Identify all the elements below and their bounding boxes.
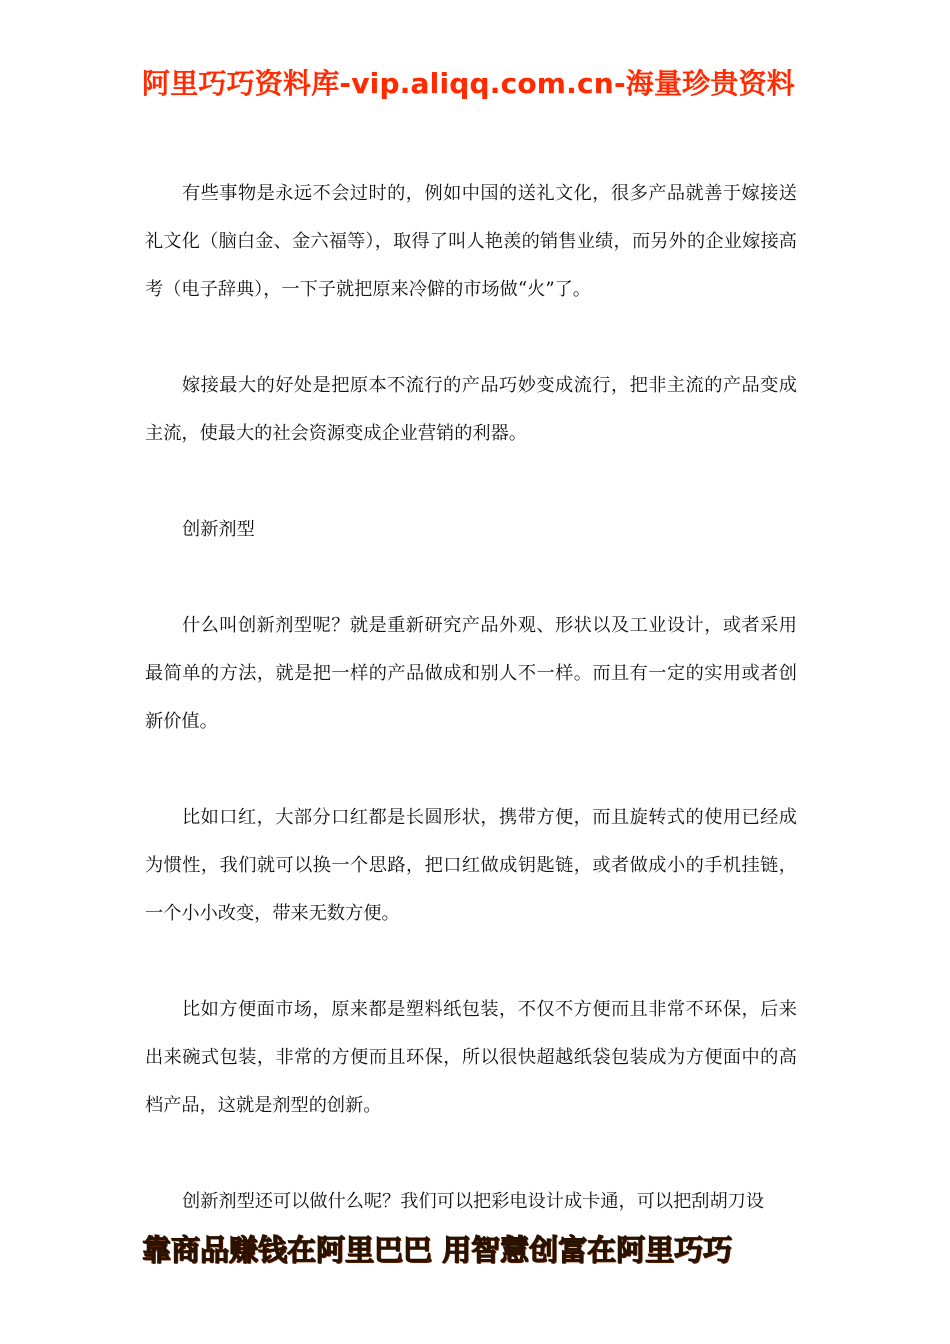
paragraph-instant-noodle-example: 比如方便面市场，原来都是塑料纸包装，不仅不方便而且非常不环保，后来出来碗式包装，非常的方便而且环保，所以很快超越纸袋包装成为方便面中的高档产品，这就是剂型的创新。 — [145, 999, 797, 1116]
header-banner: 阿里巧巧资料库-vip.aliqq.com.cn-海量珍贵资料 — [142, 67, 795, 100]
paragraph-lipstick-example: 比如口红，大部分口红都是长圆形状，携带方便，而且旋转式的使用已经成为惯性，我们就可以换一个思路，把口红做成钥匙链，或者做成小的手机挂链，一个小小改变，带来无数方便。 — [145, 807, 797, 924]
section-heading-innovative-form: 创新剂型 — [182, 519, 255, 540]
paragraph-gift-culture: 有些事物是永远不会过时的，例如中国的送礼文化，很多产品就善于嫁接送礼文化（脑白金、金六福等），取得了叫人艳羡的销售业绩，而另外的企业嫁接高考（电子辞典），一下子就把原来冷僻的市场做“火”了。 — [145, 183, 797, 300]
document-body — [145, 170, 797, 1226]
footer-banner: 靠商品赚钱在阿里巴巴 用智慧创富在阿里巧巧 — [142, 1233, 733, 1267]
paragraph-grafting-benefit: 嫁接最大的好处是把原本不流行的产品巧妙变成流行，把非主流的产品变成主流，使最大的社会资源变成企业营销的利器。 — [145, 375, 797, 444]
paragraph-what-is-innovative-form: 什么叫创新剂型呢？就是重新研究产品外观、形状以及工业设计，或者采用最简单的方法，就是把一样的产品做成和别人不一样。而且有一定的实用或者创新价值。 — [145, 615, 797, 732]
paragraph-more-ideas: 创新剂型还可以做什么呢？我们可以把彩电设计成卡通，可以把刮胡刀设 — [182, 1191, 765, 1212]
